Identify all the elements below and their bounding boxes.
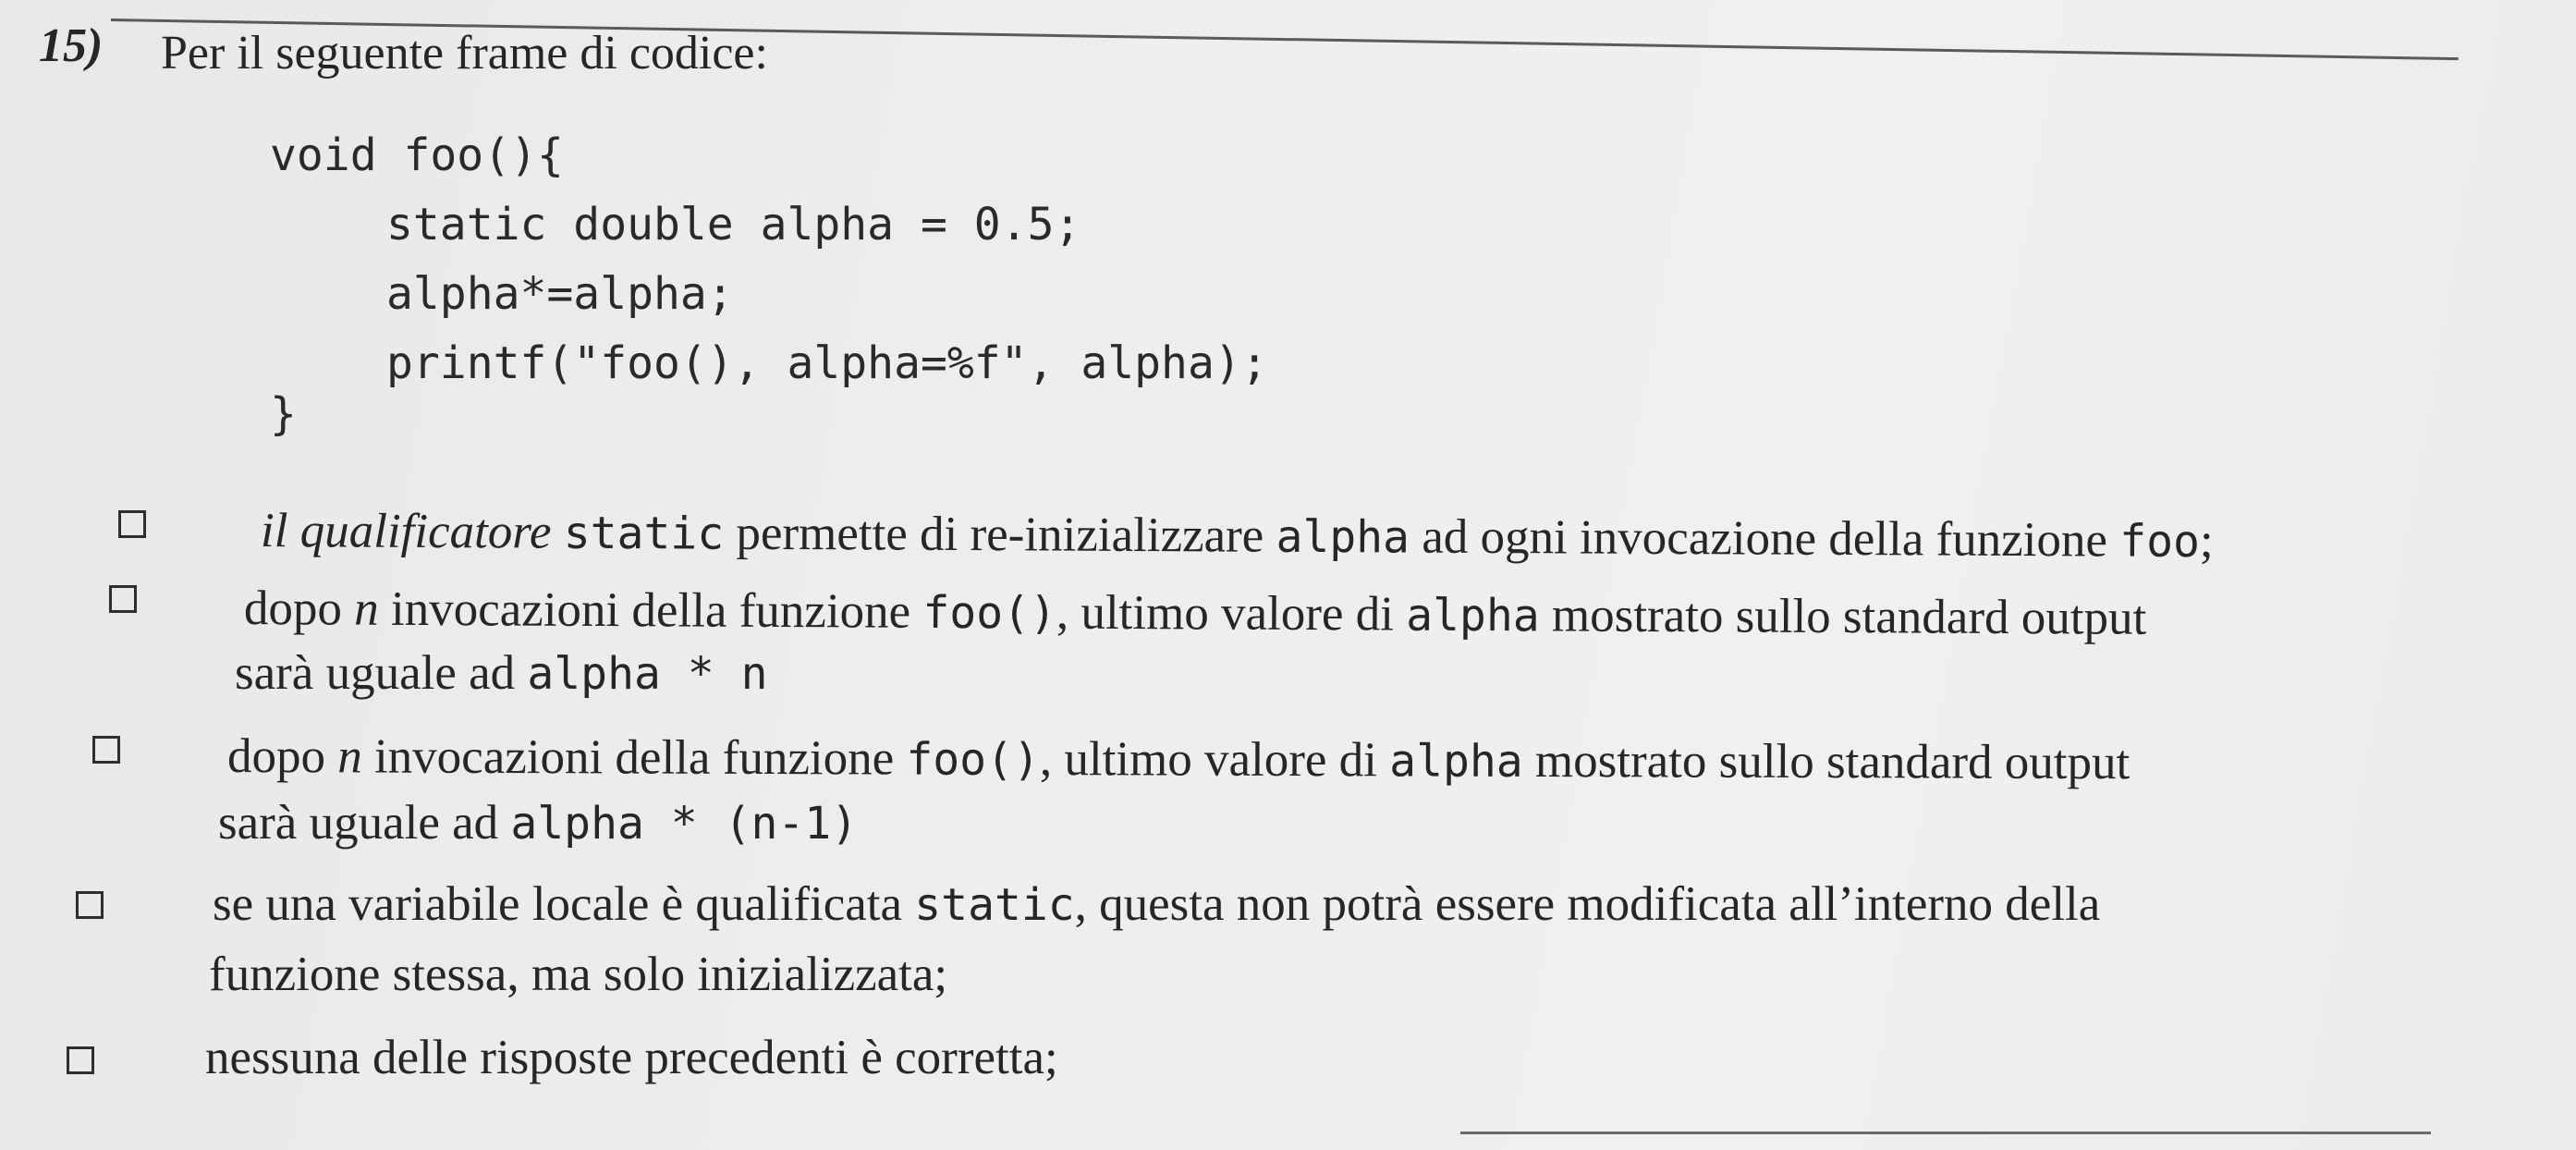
option-3-var-n: n — [337, 729, 362, 784]
option-3-code-b: alpha — [1389, 735, 1523, 788]
option-3-line-2 — [218, 796, 859, 850]
option-2-var-n: n — [354, 581, 379, 636]
option-2-checkbox[interactable] — [109, 585, 137, 613]
option-1-line-1 — [260, 504, 2214, 569]
option-1-code-b: alpha — [1276, 510, 1410, 564]
option-1-code-a: static — [563, 507, 725, 560]
option-1-code-c: foo — [2119, 515, 2201, 568]
option-1-text-b: permette di re-inizializzare — [724, 506, 1276, 563]
option-3-text-e: sarà uguale ad — [218, 796, 511, 850]
option-3-code-a: foo() — [906, 733, 1041, 787]
code-line-3: alpha*=alpha; — [386, 268, 734, 320]
option-5-checkbox[interactable] — [67, 1046, 94, 1074]
option-3-text-c: , ultimo valore di — [1039, 732, 1390, 788]
code-line-1: void foo(){ — [270, 129, 564, 181]
option-2-text-d: mostrato sullo standard output — [1539, 588, 2147, 645]
option-4-code-a: static — [914, 879, 1075, 931]
option-2-line-2 — [235, 646, 768, 700]
option-1-checkbox[interactable] — [118, 510, 146, 538]
option-3-code-c: alpha * (n-1) — [510, 798, 859, 850]
option-4-checkbox[interactable] — [76, 891, 104, 919]
option-2-text-b: invocazioni della funzione — [378, 581, 923, 639]
option-2-text-a: dopo — [243, 581, 355, 636]
code-line-4: printf("foo(), alpha=%f", alpha); — [386, 337, 1268, 389]
option-5-line-1: nessuna delle risposte precedenti è corretta; — [205, 1031, 1058, 1084]
option-1-text-d: ; — [2199, 513, 2214, 569]
option-4-text-b: , questa non potrà essere modificata all’interno della — [1074, 877, 2101, 931]
option-4-line-1 — [213, 877, 2101, 931]
option-2-code-a: foo() — [922, 586, 1057, 640]
option-2-text-c: , ultimo valore di — [1056, 585, 1407, 642]
option-4-line-2: funzione stessa, ma solo inizializzata; — [209, 948, 948, 1001]
option-2-code-b: alpha — [1406, 589, 1540, 642]
question-number: 15) — [39, 19, 104, 72]
option-3-text-a: dopo — [226, 729, 338, 784]
option-1-text-c: ad ogni invocazione della funzione — [1409, 509, 2120, 568]
option-2-code-c: alpha * n — [527, 648, 768, 700]
option-3-line-1 — [226, 729, 2130, 790]
option-3-checkbox[interactable] — [92, 736, 120, 764]
option-3-text-d: mostrato sullo standard output — [1522, 733, 2130, 790]
option-1-text-a: il qualificatore — [260, 504, 564, 559]
code-line-2: static double alpha = 0.5; — [386, 199, 1081, 251]
option-2-line-1 — [243, 581, 2147, 645]
question-text: Per il seguente frame di codice: — [161, 27, 768, 80]
option-2-text-e: sarà uguale ad — [235, 646, 528, 700]
code-line-5: } — [270, 388, 297, 440]
option-3-text-b: invocazioni della funzione — [361, 729, 907, 786]
bottom-rule — [1460, 1132, 2431, 1134]
option-4-text-a: se una variabile locale è qualificata — [213, 877, 915, 931]
